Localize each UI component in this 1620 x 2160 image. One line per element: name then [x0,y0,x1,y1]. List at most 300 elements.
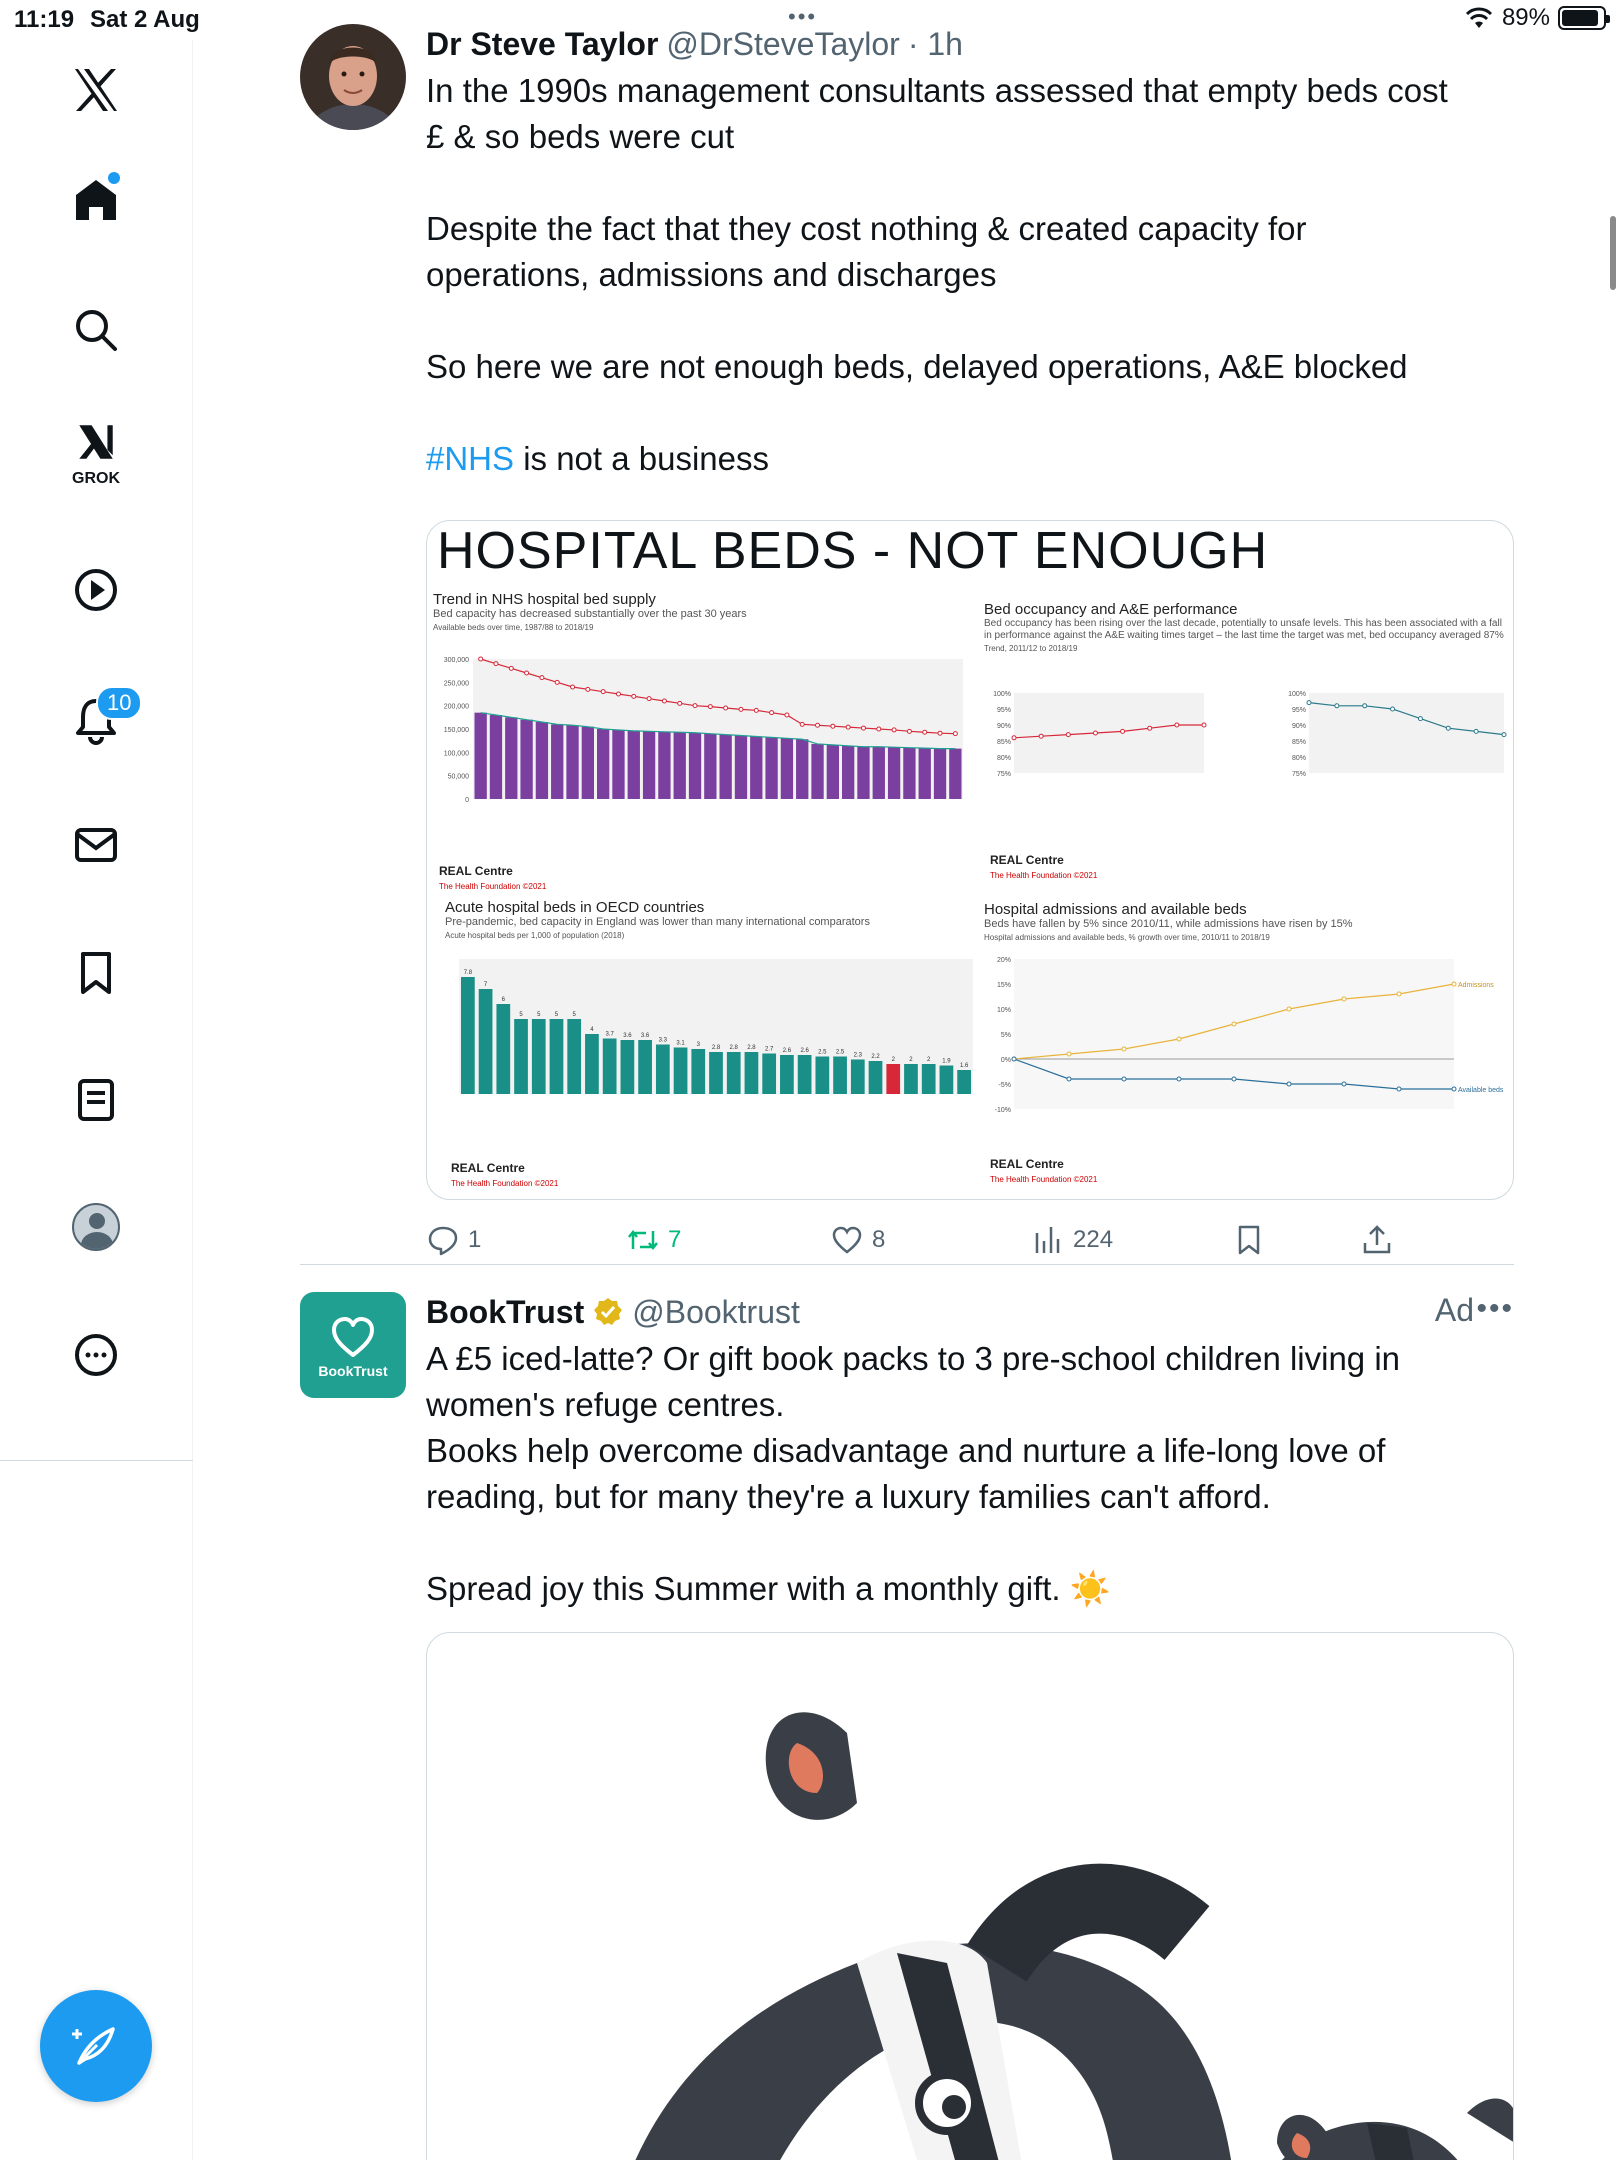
point-total-beds [601,690,605,694]
booktrust-logo[interactable] [300,1292,406,1398]
bar-value-label: 6 [501,997,505,1003]
views-button[interactable] [1031,1218,1113,1262]
nav-profile[interactable] [46,1187,146,1267]
point-total-beds [923,730,927,734]
point-total-beds [739,707,743,711]
bar-ga-beds [949,749,961,799]
line-ae-performance-point [1418,717,1422,721]
point-total-beds [907,729,911,733]
panel3-footer: REAL Centre The Health Foundation ©2021 [451,1161,559,1188]
bar-value-label: 3.3 [658,1037,667,1044]
bar-ga-beds [505,717,517,799]
line-occupancy-point [1202,723,1206,727]
tweet-header [426,1292,1514,1332]
mail-icon [71,820,121,870]
line-available-beds-point [1232,1077,1236,1081]
bar-value-label: 4 [590,1027,594,1033]
list-icon [71,1075,121,1125]
hashtag-rest: is not a business [514,440,770,477]
panel3-note: Acute hospital beds per 1,000 of population (2018) [445,931,625,940]
point-total-beds [785,713,789,717]
battery-fill [1562,10,1598,26]
bar-ga-beds [475,713,487,799]
reply-count: 1 [468,1226,482,1253]
bar-oecd-country [550,1019,564,1094]
line-available-beds-point [1452,1087,1456,1091]
infographic-title: HOSPITAL BEDS - NOT ENOUGH [437,522,1269,580]
tweet-separator [300,1264,1514,1265]
nav-grok[interactable] [46,410,146,490]
y-tick-label: 50,000 [447,773,469,781]
panel4-title: Hospital admissions and available beds [984,901,1247,918]
bar-ga-beds [490,715,502,799]
bookmark-icon [71,948,121,998]
line-occupancy-point [1175,723,1179,727]
panel1-sub: Bed capacity has decreased substantially over the past 30 years [433,608,747,620]
more-options-icon[interactable]: ••• [1476,1292,1514,1325]
bar-ga-beds [520,720,532,799]
retweet-count: 7 [668,1226,682,1253]
status-date: Sat 2 Aug [90,6,200,33]
bar-oecd-country [869,1061,883,1094]
line-ae-performance-point [1335,704,1339,708]
bookmark-icon [1232,1223,1266,1257]
point-total-beds [662,699,666,703]
line-available-beds-point [1012,1057,1016,1061]
bar-oecd-country [957,1070,971,1094]
bar-ga-beds [658,732,670,799]
y-tick-label: 80% [1291,755,1306,762]
bar-oecd-country [496,1004,510,1094]
point-total-beds [571,685,575,689]
bar-oecd-country [621,1040,635,1094]
y-tick-label: 80% [996,755,1011,762]
bar-value-label: 2 [909,1057,913,1063]
point-total-beds [525,671,529,675]
bar-oecd-country [940,1066,954,1095]
battery-icon [1558,6,1606,30]
tweet-body [426,24,1514,482]
tweet-line: Spread joy this Summer with a monthly gift. ☀️ [426,1570,1111,1607]
nav-search[interactable] [46,290,146,370]
retweet-icon [626,1223,660,1257]
author-avatar[interactable] [300,24,406,130]
bar-ga-beds [566,725,578,799]
panel4-sub: Beds have fallen by 5% since 2010/11, while admissions have risen by 15% [984,918,1353,930]
tweet-line-hashtag [426,436,1514,482]
play-icon [71,565,121,615]
line-available-beds-point [1397,1087,1401,1091]
point-total-beds [586,687,590,691]
point-total-beds [754,708,758,712]
bar-ga-beds [720,735,732,799]
home-unread-dot [108,172,120,184]
scrollbar[interactable] [1610,216,1616,290]
tweet-line [426,1520,1514,1566]
author-handle[interactable]: @Booktrust [632,1293,800,1330]
y-tick-label: -5% [998,1082,1011,1089]
point-total-beds [693,704,697,708]
bar-value-label: 2.8 [729,1045,738,1051]
line-occupancy-point [1012,736,1016,740]
y-tick-label: 300,000 [443,657,469,664]
bar-value-label: 7 [483,982,488,988]
bar-value-label: 2.8 [747,1045,756,1051]
bar-value-label: 2.3 [853,1052,862,1059]
y-tick-label: 15% [996,982,1011,989]
bar-ga-beds [597,729,609,799]
share-button[interactable] [1360,1218,1394,1262]
bar-oecd-country [514,1019,528,1094]
compose-button[interactable] [40,1990,152,2102]
y-tick-label: 100% [1288,691,1306,698]
bar-value-label: 3 [696,1042,700,1048]
point-total-beds [540,676,544,680]
bar-ga-beds [842,746,854,799]
share-icon [1360,1223,1394,1257]
point-total-beds [938,731,942,735]
bar-value-label: 2.6 [782,1048,792,1054]
tweet-text [426,1336,1514,1612]
legend-admissions: Admissions [1458,982,1494,989]
battery-percent: 89% [1501,4,1550,31]
badger-illustration [427,1633,1514,2160]
bar-ga-beds [628,731,640,799]
tweet-line: In the 1990s management consultants assessed that empty beds cost [426,72,1448,109]
bar-oecd-country [922,1064,936,1094]
line-ae-performance-point [1307,701,1311,705]
retweet-button[interactable] [626,1218,681,1262]
line-admissions-point [1177,1037,1181,1041]
bar-value-label: 3.6 [640,1033,650,1039]
y-tick-label: 100,000 [443,750,469,758]
bar-value-label: 5 [537,1012,541,1018]
point-total-beds [509,666,513,670]
chart-occupancy [984,683,1510,853]
multitasking-dots-icon[interactable]: ••• [788,4,818,29]
point-total-beds [708,705,712,709]
bar-value-label: 5 [554,1012,559,1018]
panel2-title: Bed occupancy and A&E performance [984,601,1238,618]
compose-feather-icon [71,2021,121,2071]
y-tick-label: 200,000 [443,703,469,711]
chart-admissions [984,949,1510,1159]
chart-bg [1014,959,1454,1109]
line-available-beds-point [1177,1077,1181,1081]
nav-videos[interactable] [46,550,146,630]
y-tick-label: 20% [996,957,1011,964]
bar-ga-beds [551,724,563,799]
point-total-beds [877,727,881,731]
y-tick-label: -10% [994,1107,1011,1114]
nav-more[interactable] [46,1315,146,1395]
tweet-line: So here we are not enough beds, delayed operations, A&E blocked [426,348,1408,385]
bar-oecd-country [886,1064,900,1094]
y-tick-label: 75% [1291,771,1306,778]
bar-oecd-country [780,1055,794,1094]
bar-value-label: 2.5 [835,1049,845,1056]
point-total-beds [616,692,620,696]
line-occupancy-point [1093,731,1097,735]
panel-bed-supply [433,591,973,891]
bar-ga-beds [674,732,686,799]
point-total-beds [555,680,559,684]
chart-bed-supply [433,649,973,859]
line-available-beds-point [1122,1077,1126,1081]
y-tick-label: 250,000 [443,680,469,688]
point-total-beds [892,728,896,732]
legend-available-beds: Available beds [1458,1087,1504,1094]
bar-value-label: 2.6 [800,1048,809,1054]
bar-oecd-country [798,1055,812,1094]
bar-ga-beds [612,730,624,799]
author-name[interactable]: BookTrust [426,1293,585,1330]
bar-oecd-country [691,1049,705,1094]
bar-ga-beds [811,744,823,799]
point-total-beds [800,722,804,726]
bar-oecd-country [479,989,493,1094]
point-total-beds [632,694,636,698]
point-total-beds [861,726,865,730]
bar-ga-beds [689,733,701,799]
tweet-line: £ & so beds were cut [426,118,735,155]
nav-messages[interactable] [46,805,146,885]
author-handle[interactable]: @DrSteveTaylor [666,25,900,62]
panel-oecd [445,899,973,1194]
tweet-line: A £5 iced-latte? Or gift book packs to 3 pre-school children living in [426,1340,1401,1377]
bar-value-label: 3.6 [623,1033,632,1039]
tweet-line [426,298,1514,344]
panel1-footer: REAL Centre The Health Foundation ©2021 [439,864,547,891]
line-ae-performance-point [1363,704,1367,708]
line-admissions-point [1122,1047,1126,1051]
tweet-line: women's refuge centres. [426,1386,785,1423]
bar-ga-beds [827,745,839,799]
y-tick-label: 75% [996,771,1011,778]
bar-oecd-country [638,1040,652,1094]
bar-value-label: 7.8 [463,970,473,976]
heart-icon [830,1223,864,1257]
logo-text: BookTrust [318,1363,388,1379]
line-ae-performance-point [1502,733,1506,737]
panel-occupancy [984,601,1510,891]
bar-ga-beds [934,749,946,799]
bar-value-label: 2.7 [765,1046,774,1053]
like-count: 8 [872,1226,886,1253]
line-occupancy-point [1148,726,1152,730]
bar-ga-beds [704,734,716,799]
bar-value-label: 2 [927,1057,931,1063]
bar-ga-beds [888,747,900,799]
line-admissions-point [1067,1052,1071,1056]
y-tick-label: 85% [996,739,1011,746]
nav-lists[interactable] [46,1060,146,1140]
bar-oecd-country [745,1052,759,1094]
bar-oecd-country [674,1048,688,1095]
line-occupancy-point [1066,733,1070,737]
sidebar-divider [0,1460,193,1461]
notification-badge: 10 [96,686,142,720]
nav-bookmarks[interactable] [46,933,146,1013]
tweet-header [426,24,1514,64]
tweet-text [426,68,1514,482]
line-occupancy-point [1121,729,1125,733]
bar-oecd-country [833,1057,847,1095]
line-ae-performance-point [1474,729,1478,733]
line-admissions-point [1452,982,1456,986]
panel-admissions [984,901,1510,1196]
point-total-beds [494,662,498,666]
bookmark-button[interactable] [1232,1218,1266,1262]
tweet-line [426,390,1514,436]
tweet-body [426,1292,1514,1612]
bar-value-label: 3.7 [605,1031,614,1038]
bar-ga-beds [796,739,808,799]
bar-value-label: 2.2 [871,1054,880,1060]
line-admissions-point [1232,1022,1236,1026]
panel4-footer: REAL Centre The Health Foundation ©2021 [990,1157,1098,1184]
promoted-tweet[interactable] [300,1292,1514,2152]
tweet-line: operations, admissions and discharges [426,256,997,293]
point-total-beds [770,711,774,715]
panel2-footer: REAL Centre The Health Foundation ©2021 [990,853,1098,880]
tweet-line: Despite the fact that they cost nothing & created capacity for [426,210,1307,247]
panel2-sub: Bed occupancy has been rising over the last decade, potentially to unsafe levels. This has been associated with a fall in performance against the A&E waiting times target – the last time the target was met, bed occupancy averaged 87% [984,618,1504,641]
line-admissions-point [1397,992,1401,996]
point-total-beds [724,706,728,710]
bar-ga-beds [857,747,869,799]
bar-oecd-country [815,1057,829,1095]
tweet[interactable] [300,24,1514,1264]
bar-oecd-country [851,1060,865,1095]
panel3-sub: Pre-pandemic, bed capacity in England was lower than many international comparators [445,916,870,928]
point-total-beds [953,732,957,736]
bar-value-label: 1.9 [942,1058,951,1065]
bar-value-label: 3.1 [676,1040,685,1047]
point-total-beds [846,725,850,729]
bar-ga-beds [750,736,762,799]
bar-value-label: 5 [519,1012,523,1018]
reply-button[interactable] [426,1218,481,1262]
bar-oecd-country [532,1019,546,1094]
nav-home[interactable] [46,160,146,240]
bar-value-label: 1.6 [959,1063,969,1069]
panel1-note: Available beds over time, 1987/88 to 2018/19 [433,623,594,632]
verified-gold-icon [592,1296,624,1328]
line-available-beds-point [1067,1077,1071,1081]
tweet-actions [426,1218,1514,1262]
tweet-time[interactable]: · 1h [907,25,963,62]
point-total-beds [647,697,651,701]
chart-bg [1014,693,1204,773]
bar-oecd-country [762,1054,776,1095]
bar-ga-beds [919,748,931,799]
bar-ga-beds [765,737,777,799]
like-button[interactable] [830,1218,885,1262]
bar-oecd-country [656,1045,670,1095]
ad-image-badgers[interactable] [426,1632,1514,2160]
more-circle-icon [71,1330,121,1380]
bar-value-label: 2.5 [818,1049,827,1056]
bar-value-label: 2.8 [711,1045,721,1051]
y-tick-label: 90% [1291,723,1306,730]
tweet-line: reading, but for many they're a luxury families can't afford. [426,1478,1271,1515]
bar-ga-beds [735,736,747,799]
line-available-beds-point [1342,1082,1346,1086]
line-admissions-point [1342,997,1346,1001]
bar-value-label: 2 [891,1057,895,1063]
bar-oecd-country [709,1052,723,1094]
line-ae-performance-point [1446,726,1450,730]
panel2-note: Trend, 2011/12 to 2018/19 [984,644,1078,653]
profile-avatar [72,1203,120,1251]
bar-ga-beds [582,727,594,799]
chart-oecd-beds [445,949,973,1159]
point-total-beds [816,723,820,727]
reply-icon [426,1223,460,1257]
bar-ga-beds [643,731,655,799]
y-tick-label: 10% [996,1007,1011,1014]
author-name[interactable]: Dr Steve Taylor [426,25,659,62]
bar-oecd-country [603,1039,617,1095]
heart-book-icon [328,1311,378,1361]
y-tick-label: 85% [1291,739,1306,746]
grok-label: GROK [72,470,120,487]
panel1-title: Trend in NHS hospital bed supply [433,591,656,608]
views-count: 224 [1073,1226,1114,1253]
y-tick-label: 150,000 [443,727,469,734]
line-ae-performance-point [1391,707,1395,711]
y-tick-label: 5% [1000,1032,1011,1039]
bar-ga-beds [873,747,885,799]
tweet-line: Books help overcome disadvantage and nurture a life-long love of [426,1432,1386,1469]
point-total-beds [831,724,835,728]
bar-oecd-country [727,1052,741,1094]
y-tick-label: 90% [996,723,1011,730]
bar-oecd-country [461,977,475,1094]
search-icon [71,305,121,355]
ad-label: Ad [1434,1292,1474,1328]
tweet-line [426,160,1514,206]
status-time: 11:19 [14,6,75,33]
bar-ga-beds [903,748,915,799]
line-available-beds-point [1287,1082,1291,1086]
bar-oecd-country [904,1064,918,1094]
point-total-beds [678,701,682,705]
bar-oecd-country [585,1034,599,1094]
panel4-note: Hospital admissions and available beds, % growth over time, 2010/11 to 2018/19 [984,933,1270,942]
bar-oecd-country [567,1019,581,1094]
tweet-image-infographic[interactable] [426,520,1514,1200]
bar-value-label: 5 [572,1012,576,1018]
views-chart-icon [1031,1223,1065,1257]
line-admissions-point [1287,1007,1291,1011]
bar-ga-beds [781,738,793,799]
y-tick-label: 0% [1000,1057,1011,1064]
y-tick-label: 95% [996,707,1011,714]
sidebar-nav [0,40,193,2160]
y-tick-label: 95% [1291,707,1306,714]
bar-ga-beds [536,722,548,799]
y-tick-label: 0 [465,797,469,804]
nav-notifications[interactable] [46,680,146,760]
line-occupancy-point [1039,734,1043,738]
y-tick-label: 100% [993,691,1011,698]
hashtag-link[interactable]: #NHS [426,440,515,477]
grok-icon [74,420,118,464]
panel3-title: Acute hospital beds in OECD countries [445,899,705,916]
x-logo-icon[interactable] [46,50,146,130]
